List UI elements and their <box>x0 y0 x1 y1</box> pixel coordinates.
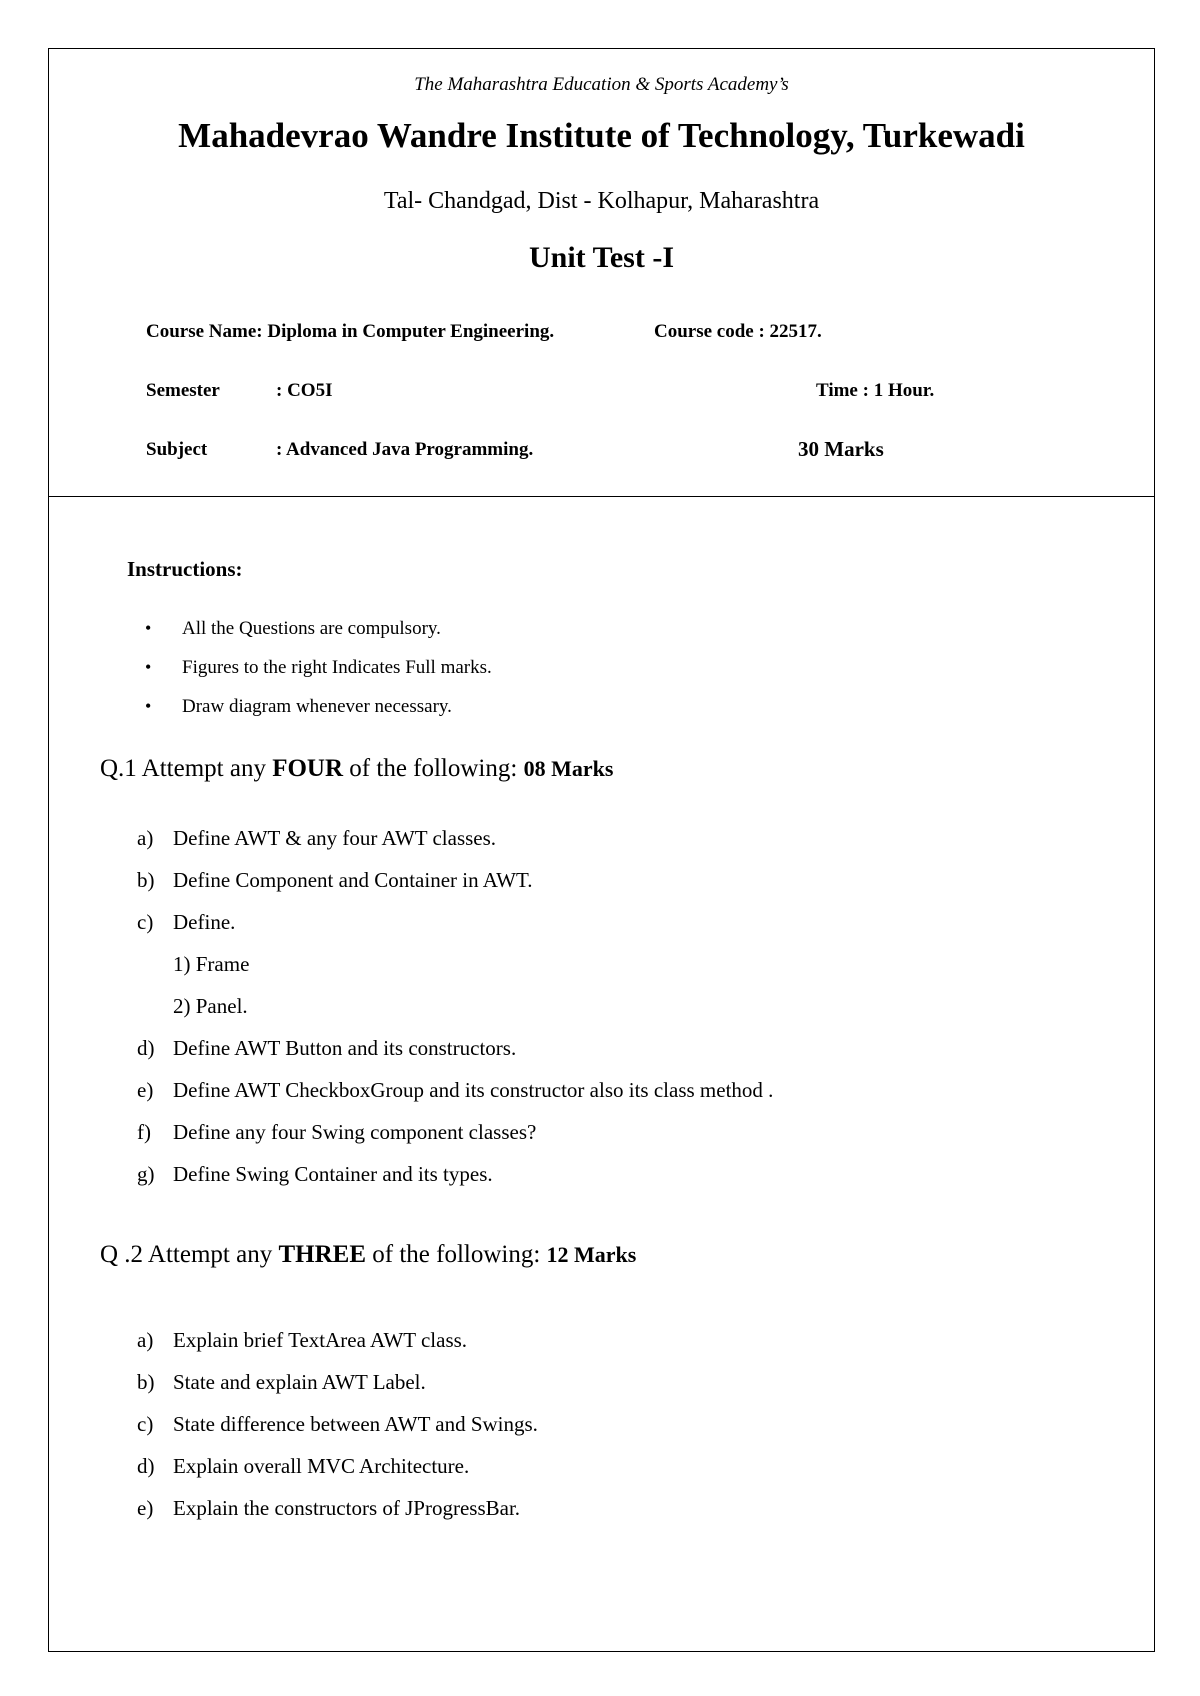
item-letter: d) <box>137 1454 155 1478</box>
header-divider <box>48 496 1155 497</box>
question-item <box>137 1370 1037 1400</box>
item-text: Define AWT CheckboxGroup and its constructor also its class method . <box>173 1078 774 1102</box>
question-item <box>137 910 1037 940</box>
question-1-marks: 08 Marks <box>523 756 614 781</box>
item-letter: e) <box>137 1496 154 1520</box>
instruction-item: • Draw diagram whenever necessary. <box>145 696 452 717</box>
item-text: Explain overall MVC Architecture. <box>173 1454 470 1478</box>
course-code: Course code : 22517. <box>654 321 822 342</box>
question-item <box>137 1036 1037 1066</box>
item-text: Explain the constructors of JProgressBar. <box>173 1496 521 1520</box>
question-item <box>137 868 1037 898</box>
question-item <box>137 994 1037 1024</box>
item-text: Define Component and Container in AWT. <box>173 868 533 892</box>
item-text: State and explain AWT Label. <box>173 1370 426 1394</box>
item-letter: c) <box>137 1412 154 1436</box>
question-item <box>137 1162 1037 1192</box>
item-letter: a) <box>137 1328 154 1352</box>
test-title: Unit Test -I <box>528 241 675 274</box>
question-1-heading: Q.1 Attempt any FOUR of the following: 08 Marks <box>100 755 614 782</box>
item-letter: c) <box>137 910 154 934</box>
total-marks: 30 Marks <box>798 437 884 461</box>
item-letter: a) <box>137 826 154 850</box>
instructions-heading: Instructions: <box>127 557 243 581</box>
question-item <box>137 1078 1037 1108</box>
semester-value: : CO5I <box>276 380 333 401</box>
instruction-item: • Figures to the right Indicates Full marks. <box>145 657 492 678</box>
item-text: State difference between AWT and Swings. <box>173 1412 538 1436</box>
item-text: 2) Panel. <box>173 994 248 1018</box>
question-item <box>137 1328 1037 1358</box>
item-text: Define AWT Button and its constructors. <box>173 1036 517 1060</box>
item-text: Define AWT & any four AWT classes. <box>173 826 497 850</box>
question-2-heading: Q .2 Attempt any THREE of the following: 12 Marks <box>100 1241 637 1268</box>
item-text: Define any four Swing component classes? <box>173 1120 537 1144</box>
item-letter: f) <box>137 1120 151 1144</box>
question-item <box>137 1496 1037 1526</box>
bullet: • <box>145 696 152 716</box>
item-text: Define. <box>173 910 236 934</box>
subject-value: : Advanced Java Programming. <box>276 439 534 460</box>
course-name: Course Name: Diploma in Computer Engineering. <box>146 321 555 342</box>
item-text: Define Swing Container and its types. <box>173 1162 493 1186</box>
academy-name: The Maharashtra Education & Sports Academy’s <box>414 74 789 95</box>
question-item <box>137 1412 1037 1442</box>
question-item <box>137 952 1037 982</box>
question-item <box>137 1454 1037 1484</box>
item-letter: b) <box>137 868 155 892</box>
item-letter: g) <box>137 1162 155 1186</box>
item-letter: d) <box>137 1036 155 1060</box>
item-letter: e) <box>137 1078 154 1102</box>
item-letter: b) <box>137 1370 155 1394</box>
bullet: • <box>145 657 152 677</box>
instruction-item: • All the Questions are compulsory. <box>145 618 441 639</box>
item-text: 1) Frame <box>173 952 250 976</box>
question-item <box>137 1120 1037 1150</box>
semester-label: Semester <box>146 380 220 401</box>
institute-location: Tal- Chandgad, Dist - Kolhapur, Maharashtra <box>383 188 820 214</box>
bullet: • <box>145 618 152 638</box>
time-allowed: Time : 1 Hour. <box>816 380 935 401</box>
institute-name: Mahadevrao Wandre Institute of Technology, Turkewadi <box>178 116 1025 155</box>
question-2-marks: 12 Marks <box>546 1242 637 1267</box>
subject-label: Subject <box>146 439 208 460</box>
question-item <box>137 826 1037 856</box>
item-text: Explain brief TextArea AWT class. <box>173 1328 468 1352</box>
